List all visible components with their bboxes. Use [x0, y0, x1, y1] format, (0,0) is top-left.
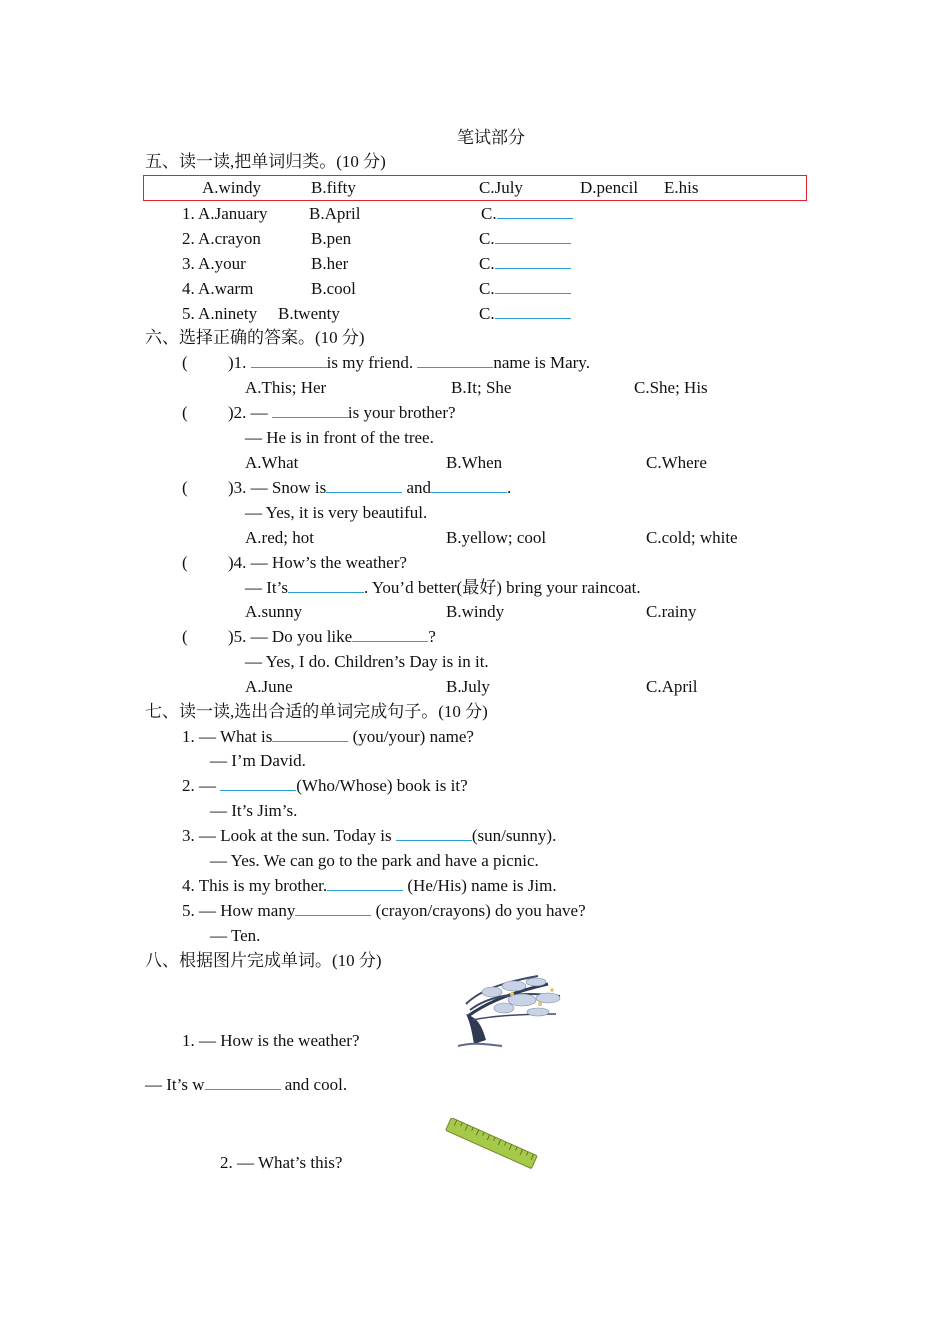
s5-row-5-b: B.twenty [278, 304, 340, 323]
q7-2-answer: — It’s Jim’s. [210, 801, 298, 820]
q6-1-paren[interactable]: ( [182, 353, 188, 372]
word-box-b: B.fifty [311, 178, 356, 197]
word-box-c: C.July [479, 178, 523, 197]
q7-5-answer: — Ten. [210, 926, 261, 945]
q6-3-opt-a: A.red; hot [245, 528, 314, 547]
q8-2-question: 2. — What’s this? [220, 1153, 343, 1172]
q6-2-answer-line: — He is in front of the tree. [245, 428, 434, 447]
q6-4-opt-a: A.sunny [245, 602, 303, 621]
section-8-heading: 八、根据图片完成单词。(10 分) [145, 951, 382, 970]
s5-row-4-c[interactable]: C. [479, 278, 571, 300]
ruler-picture [442, 1118, 540, 1170]
q6-3-stem: )3. — Snow is and . [228, 478, 512, 497]
section-6-heading: 六、选择正确的答案。(10 分) [145, 328, 365, 347]
s5-row-5-a: 5. A.ninety [182, 304, 258, 323]
word-box-d: D.pencil [580, 178, 639, 197]
q6-2-opt-b: B.When [446, 453, 503, 472]
section-7-heading: 七、读一读,选出合适的单词完成句子。(10 分) [145, 702, 488, 721]
s5-row-2-b: B.pen [311, 229, 352, 248]
word-box-e: E.his [664, 178, 699, 197]
q6-4-answer-line: — It’s . You’d better(最好) bring your raincoat. [245, 578, 641, 597]
q6-5-opt-b: B.July [446, 677, 490, 696]
q7-5: 5. — How many (crayon/crayons) do you have? [182, 901, 586, 920]
q6-3-paren[interactable]: ( [182, 478, 188, 497]
windy-tree-picture [452, 970, 570, 1050]
q6-5-opt-a: A.June [245, 677, 293, 696]
q7-4: 4. This is my brother. (He/His) name is Jim. [182, 876, 557, 895]
q6-5-paren[interactable]: ( [182, 627, 188, 646]
q6-5-opt-c: C.April [646, 677, 698, 696]
q7-3-answer: — Yes. We can go to the park and have a picnic. [210, 851, 539, 870]
q6-5-answer-line: — Yes, I do. Children’s Day is in it. [245, 652, 489, 671]
q6-2-paren[interactable]: ( [182, 403, 188, 422]
word-box-a: A.windy [202, 178, 262, 197]
q6-3-opt-c: C.cold; white [646, 528, 738, 547]
s5-row-3-a: 3. A.your [182, 254, 246, 273]
q6-4-paren[interactable]: ( [182, 553, 188, 572]
q6-1-opt-b: B.It; She [451, 378, 512, 397]
s5-row-2-c[interactable]: C. [479, 228, 571, 250]
q6-4-opt-c: C.rainy [646, 602, 697, 621]
s5-row-2-a: 2. A.crayon [182, 229, 261, 248]
q7-1-answer: — I’m David. [210, 751, 306, 770]
section-5-heading: 五、读一读,把单词归类。(10 分) [145, 152, 386, 171]
q6-3-answer-line: — Yes, it is very beautiful. [245, 503, 428, 522]
s5-row-1-c[interactable]: C. [481, 203, 573, 225]
s5-row-3-c[interactable]: C. [479, 253, 571, 275]
s5-row-1-b: B.April [309, 204, 361, 223]
q6-1-opt-a: A.This; Her [245, 378, 327, 397]
q6-1-stem: )1. is my friend. name is Mary. [228, 353, 590, 372]
s5-row-1-a: 1. A.January [182, 204, 268, 223]
q6-2-opt-c: C.Where [646, 453, 707, 472]
s5-row-3-b: B.her [311, 254, 349, 273]
q6-5-stem: )5. — Do you like ? [228, 627, 436, 646]
q7-3: 3. — Look at the sun. Today is (sun/sunny). [182, 826, 557, 845]
q7-1: 1. — What is (you/your) name? [182, 727, 474, 746]
q8-1-question: 1. — How is the weather? [182, 1031, 360, 1050]
s5-row-5-c[interactable]: C. [479, 303, 571, 325]
q7-2: 2. — (Who/Whose) book is it? [182, 776, 468, 795]
q6-4-stem: )4. — How’s the weather? [228, 553, 407, 572]
s5-row-4-a: 4. A.warm [182, 279, 254, 298]
q6-1-opt-c: C.She; His [634, 378, 708, 397]
q6-2-stem: )2. — is your brother? [228, 403, 456, 422]
q6-2-opt-a: A.What [245, 453, 299, 472]
q6-3-opt-b: B.yellow; cool [446, 528, 547, 547]
s5-row-4-b: B.cool [311, 279, 356, 298]
q8-1-answer: — It’s w and cool. [145, 1075, 348, 1094]
q6-4-opt-b: B.windy [446, 602, 505, 621]
page-title: 笔试部分 [457, 128, 525, 147]
